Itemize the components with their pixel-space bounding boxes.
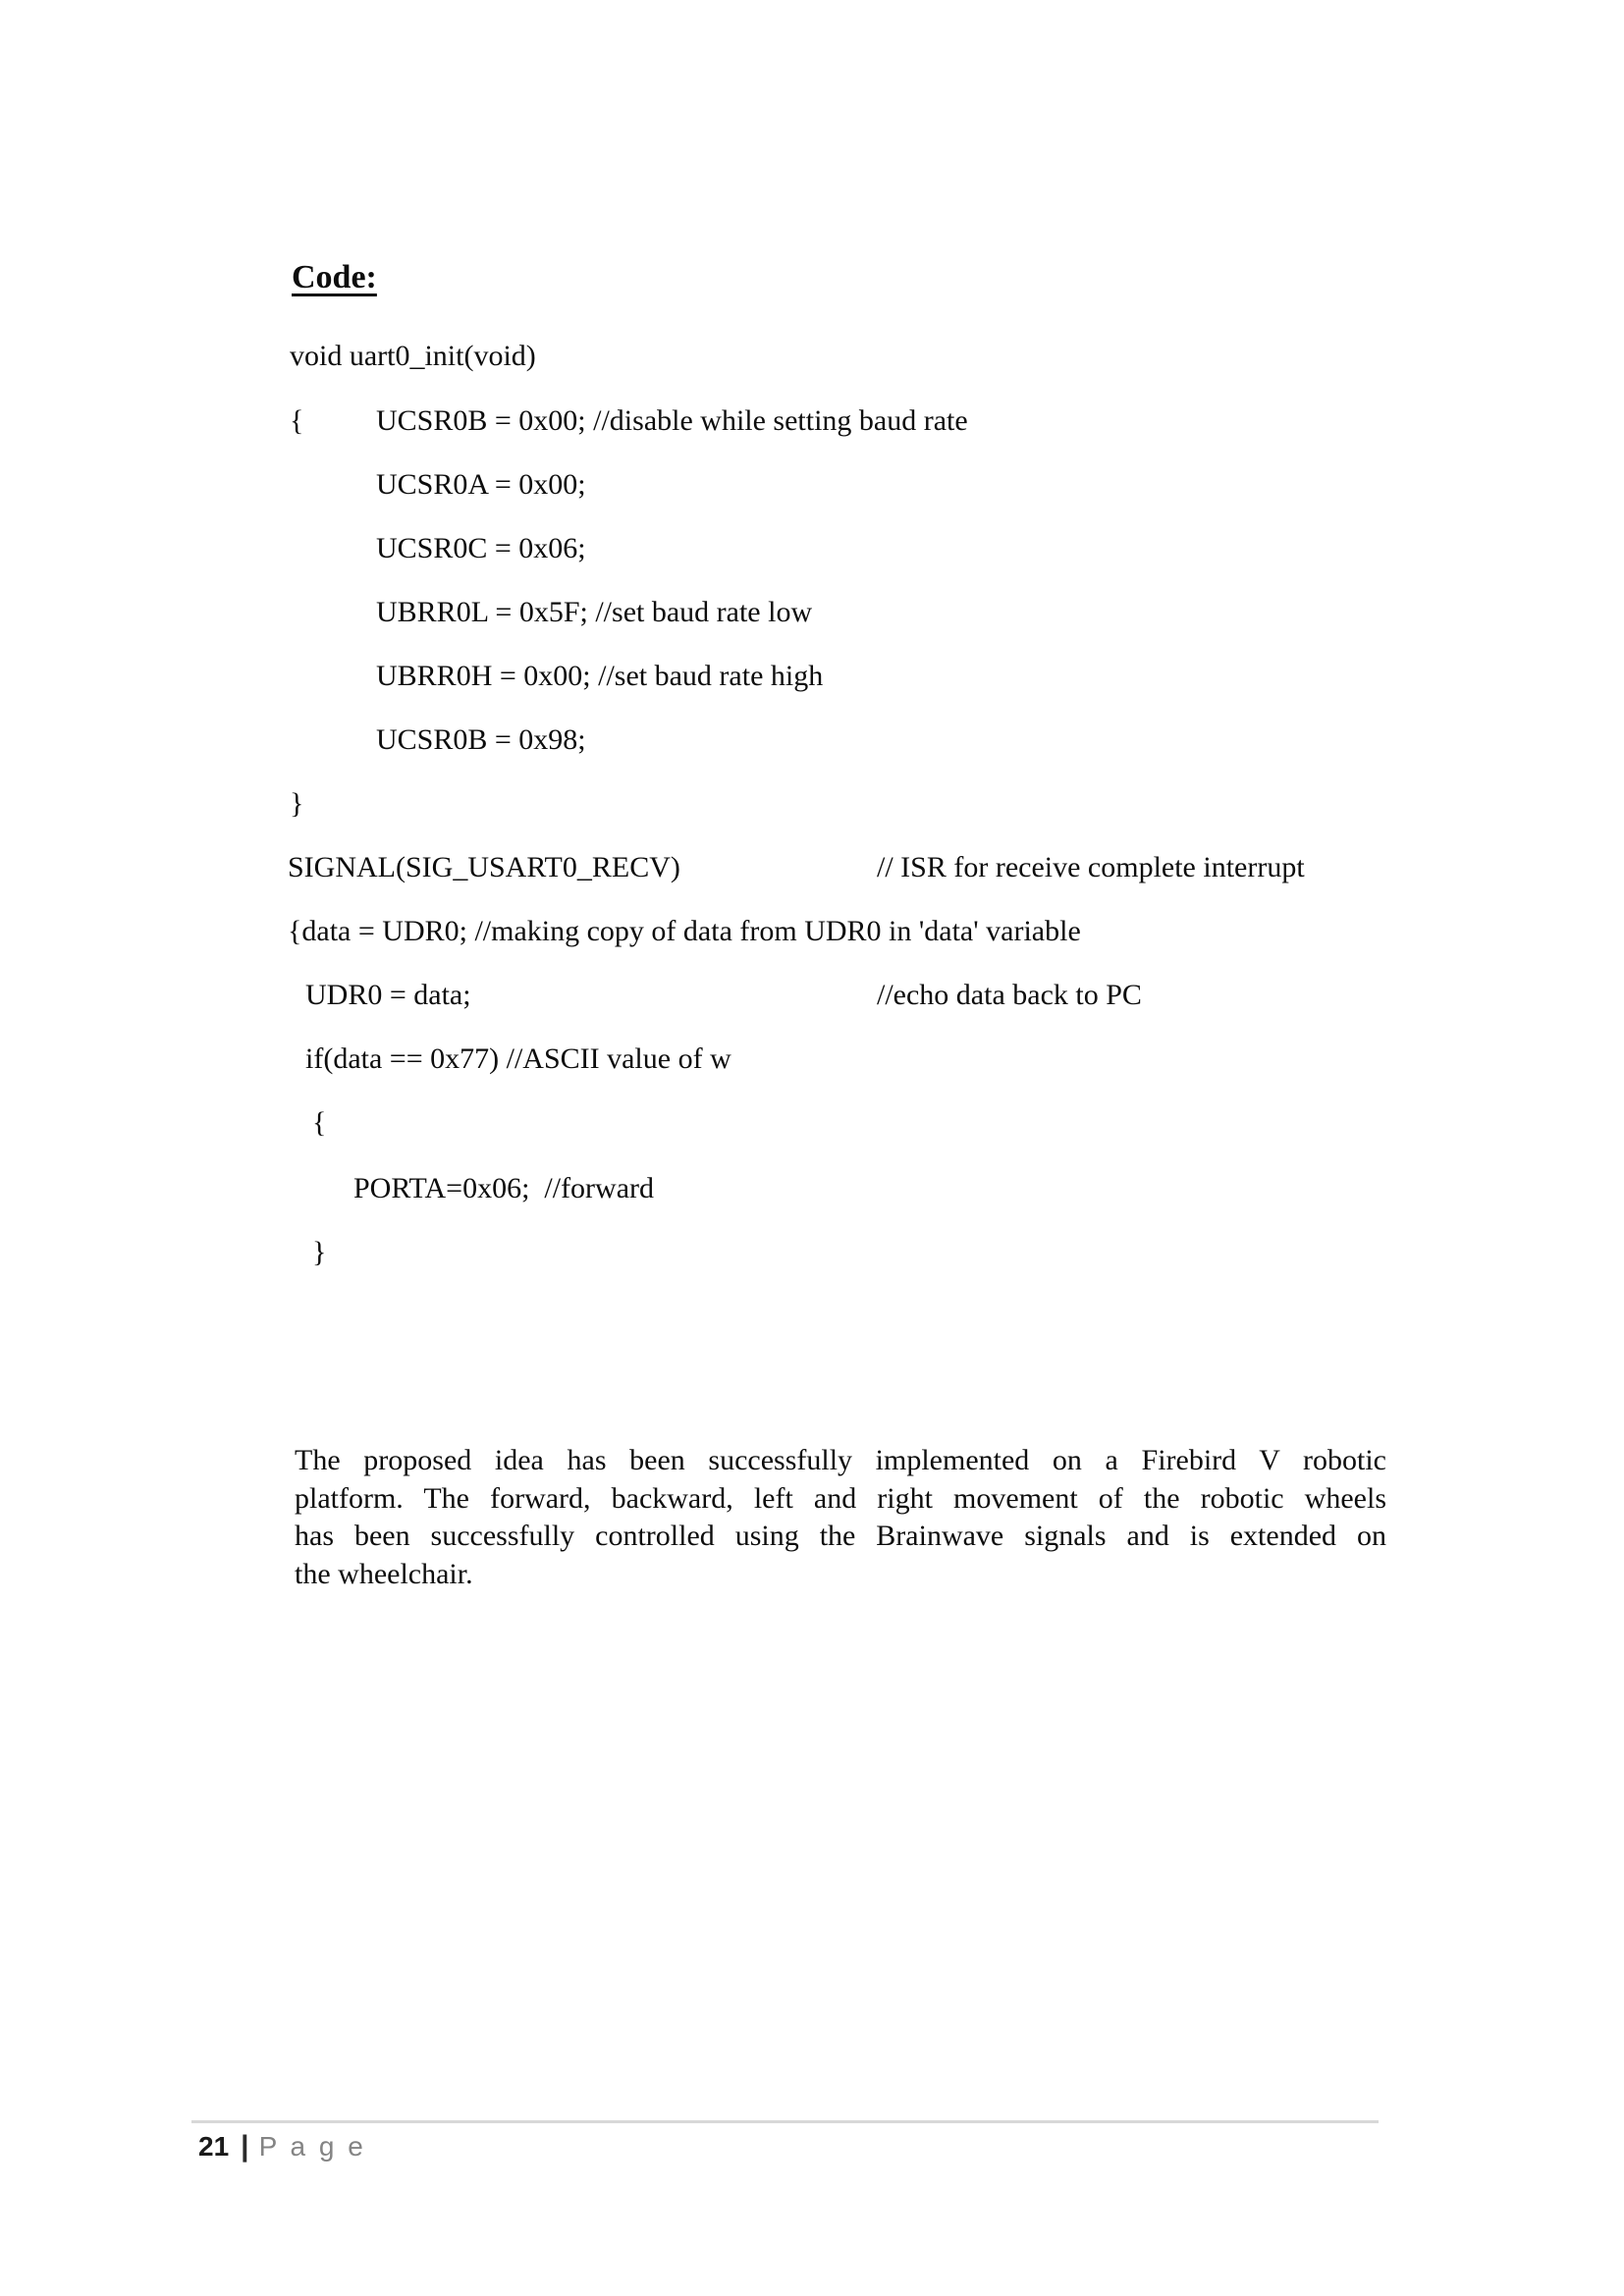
code-text: UCSR0C = 0x06;	[376, 532, 586, 564]
footer-page-label: P a g e	[258, 2131, 366, 2162]
code-text: UBRR0L = 0x5F; //set baud rate low	[376, 596, 813, 628]
code-text: UCSR0B = 0x00; //disable while setting baud rate	[376, 404, 968, 437]
code-text: UCSR0B = 0x98;	[376, 723, 586, 756]
page-number: 21	[198, 2131, 230, 2162]
code-comment: //echo data back to PC	[877, 979, 1142, 1011]
code-text: SIGNAL(SIG_USART0_RECV)	[288, 851, 680, 883]
footer-separator: |	[241, 2130, 249, 2163]
page-footer	[198, 2130, 366, 2163]
paragraph-line: the wheelchair.	[295, 1557, 473, 1590]
code-text: UCSR0A = 0x00;	[376, 468, 586, 501]
paragraph-line: platform. The forward, backward, left and right movement of the robotic wheels	[295, 1481, 1386, 1515]
code-comment: // ISR for receive complete interrupt	[877, 851, 1305, 883]
close-brace: }	[290, 787, 304, 820]
code-text: PORTA=0x06; //forward	[353, 1172, 655, 1204]
paragraph-line: has been successfully controlled using the Brainwave signals and is extended on	[295, 1520, 1386, 1552]
code-heading: Code:	[292, 259, 377, 295]
close-brace: }	[312, 1236, 327, 1268]
code-text: UBRR0H = 0x00; //set baud rate high	[376, 660, 824, 692]
code-text: if(data == 0x77) //ASCII value of w	[305, 1042, 731, 1075]
code-line	[0, 1234, 1624, 1346]
paragraph-line: The proposed idea has been successfully implemented on a Firebird V robotic	[295, 1444, 1386, 1476]
code-text: {data = UDR0; //making copy of data from UDR0 in 'data' variable	[288, 915, 1081, 947]
open-brace: {	[312, 1106, 327, 1139]
open-brace: {	[290, 404, 304, 437]
footer-divider	[191, 2120, 1379, 2123]
code-text: void uart0_init(void)	[290, 340, 536, 372]
body-paragraph	[295, 1442, 1386, 1593]
code-text: UDR0 = data;	[305, 979, 471, 1011]
